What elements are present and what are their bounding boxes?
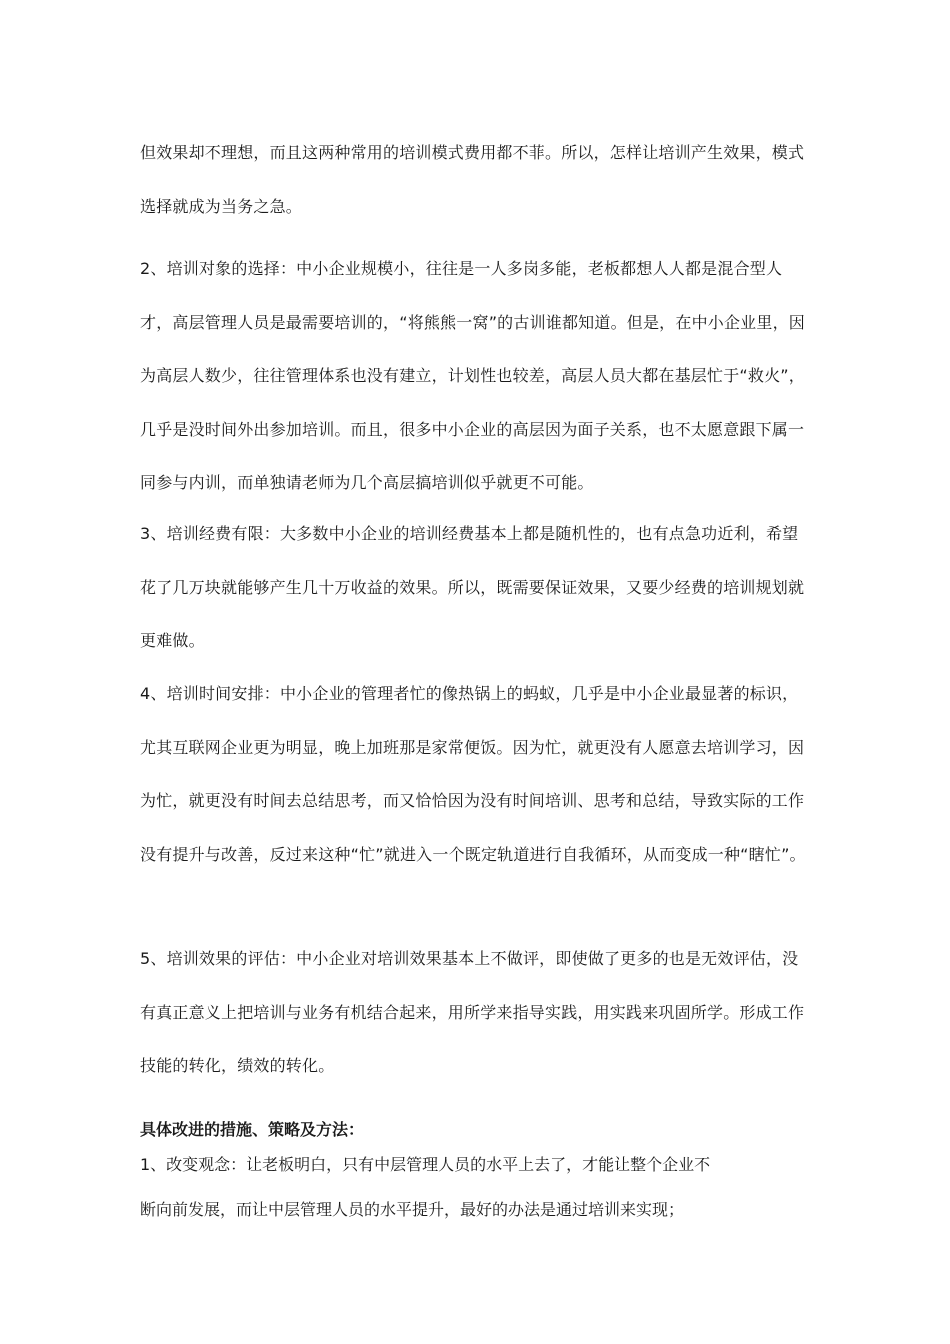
paragraph-training-target: 2、培训对象的选择：中小企业规模小，往往是一人多岗多能，老板都想人人都是混合型人才，高层管理人员是最需要培训的，“将熊熊一窝”的古训谁都知道。但是，在中小企业里，因为高层人数少，往往管理体系也没有建立，计划性也较差，高层人员大都在基层忙于“救火”，几乎是没时间外出参加培训。而且，很多中小企业的高层因为面子关系，也不太愿意跟下属一同参与内训，而单独请老师为几个高层搞培训似乎就更不可能。 xyxy=(140,259,805,492)
paragraph-training-evaluation: 5、培训效果的评估：中小企业对培训效果基本上不做评，即使做了更多的也是无效评估，没有真正意义上把培训与业务有机结合起来，用所学来指导实践，用实践来巩固所学。形成工作技能的转化，绩效的转化。 xyxy=(140,949,805,1075)
paragraph-training-budget: 3、培训经费有限：大多数中小企业的培训经费基本上都是随机性的，也有点急功近利，希望花了几万块就能够产生几十万收益的效果。所以，既需要保证效果，又要少经费的培训规划就更难做。 xyxy=(140,524,805,650)
measure-line-2: 断向前发展，而让中层管理人员的水平提升，最好的办法是通过培训来实现； xyxy=(140,1200,685,1219)
paragraph-training-time: 4、培训时间安排：中小企业的管理者忙的像热锅上的蚂蚁，几乎是中小企业最显著的标识，尤其互联网企业更为明显，晚上加班那是家常便饭。因为忙，就更没有人愿意去培训学习，因为忙，就更没有时间去总结思考，而又恰恰因为没有时间培训、思考和总结，导致实际的工作没有提升与改善，反过来这种“忙”就进入一个既定轨道进行自我循环，从而变成一种“瞎忙”。 xyxy=(140,684,806,864)
paragraph-intro: 但效果却不理想，而且这两种常用的培训模式费用都不菲。所以，怎样让培训产生效果，模式选择就成为当务之急。 xyxy=(140,143,805,216)
measure-line-1: 1、改变观念：让老板明白，只有中层管理人员的水平上去了，才能让整个企业不 xyxy=(140,1155,711,1174)
section-heading: 具体改进的措施、策略及方法： xyxy=(140,1120,365,1139)
